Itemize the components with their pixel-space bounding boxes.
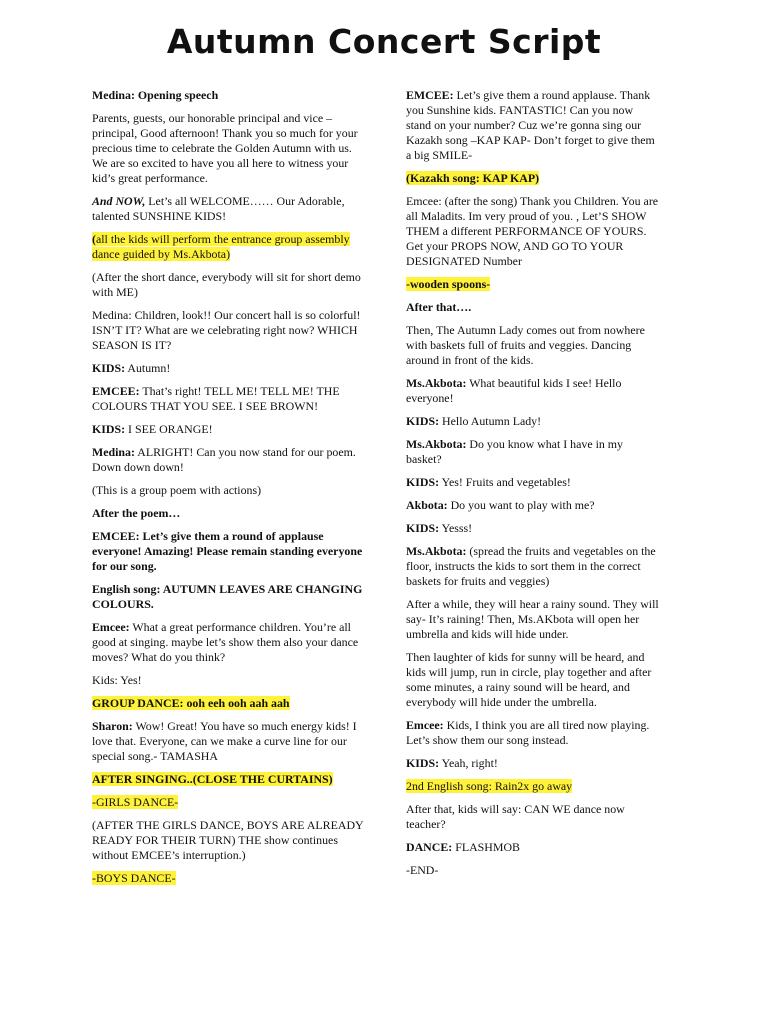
paragraph bbox=[406, 521, 660, 536]
paragraph bbox=[92, 361, 364, 376]
highlighted-heading: -wooden spoons- bbox=[406, 277, 491, 291]
speaker-label: KIDS: bbox=[406, 475, 440, 489]
paragraph bbox=[406, 544, 660, 589]
paragraph-text: (This is a group poem with actions) bbox=[92, 483, 262, 497]
paragraph-text: (After the short dance, everybody will sit for short demo with ME) bbox=[92, 270, 361, 299]
paragraph-text: Then, The Autumn Lady comes out from nowhere with baskets full of fruits and veggies. Dancing around in front of the kids. bbox=[406, 323, 645, 367]
speaker-label: KIDS: bbox=[406, 756, 440, 770]
paragraph-text: Let’s all WELCOME…… Our Adorable, talented SUNSHINE KIDS! bbox=[92, 194, 345, 223]
highlighted-heading: AFTER SINGING..(CLOSE THE CURTAINS) bbox=[92, 772, 333, 786]
paragraph bbox=[92, 696, 364, 711]
paragraph bbox=[92, 795, 364, 810]
paragraph bbox=[406, 779, 660, 794]
paragraph bbox=[406, 414, 660, 429]
paragraph bbox=[406, 802, 660, 832]
paragraph bbox=[406, 475, 660, 490]
highlighted-text: -GIRLS DANCE- bbox=[92, 795, 179, 809]
paragraph bbox=[92, 871, 364, 886]
paragraph-text: Then laughter of kids for sunny will be heard, and kids will jump, run in circle, play together and after some minutes, a rainy sound will be heard, and everybody will hide under the umbrella. bbox=[406, 650, 652, 709]
song-heading: English song: AUTUMN LEAVES ARE CHANGING COLOURS. bbox=[92, 582, 363, 611]
paragraph-text: Autumn! bbox=[125, 361, 171, 375]
speaker-label: Emcee: bbox=[92, 620, 130, 634]
highlighted-heading: (Kazakh song: KAP KAP) bbox=[406, 171, 540, 185]
right-column bbox=[406, 88, 660, 886]
speaker-label: Ms.Akbota: bbox=[406, 376, 467, 390]
bold-line: EMCEE: Let’s give them a round of applause everyone! Amazing! Please remain standing everyone for our song. bbox=[92, 529, 363, 573]
paragraph bbox=[406, 323, 660, 368]
paragraph bbox=[92, 270, 364, 300]
paragraph bbox=[92, 194, 364, 224]
highlighted-text: -BOYS DANCE- bbox=[92, 871, 176, 885]
paragraph-text: Yeah, right! bbox=[439, 756, 498, 770]
paragraph bbox=[92, 719, 364, 764]
speaker-label: EMCEE: bbox=[406, 88, 454, 102]
paragraph-text: That’s right! TELL ME! TELL ME! THE COLOURS THAT YOU SEE. I SEE BROWN! bbox=[92, 384, 340, 413]
paragraph bbox=[92, 445, 364, 475]
speaker-label: KIDS: bbox=[406, 521, 440, 535]
paragraph bbox=[406, 300, 660, 315]
stage-direction-label: ( bbox=[92, 232, 96, 246]
section-heading: After that…. bbox=[406, 300, 472, 314]
speaker-label: Sharon: bbox=[92, 719, 133, 733]
paragraph-text: Let’s give them a round applause. Thank you Sunshine kids. FANTASTIC! Can you now stand on your number? Cuz we’re gonna sing our Kazakh song –KAP KAP- Don’t forget to give them a big SMILE- bbox=[406, 88, 655, 162]
section-heading: After the poem… bbox=[92, 506, 181, 520]
page-title: Autumn Concert Script bbox=[166, 22, 602, 61]
paragraph bbox=[92, 506, 364, 521]
paragraph bbox=[92, 308, 364, 353]
speaker-label: Emcee: bbox=[406, 718, 444, 732]
paragraph bbox=[92, 772, 364, 787]
paragraph bbox=[92, 620, 364, 665]
paragraph bbox=[406, 650, 660, 710]
paragraph bbox=[92, 232, 364, 262]
paragraph-text: Wow! Great! You have so much energy kids! I love that. Everyone, can we make a curve line for our special song.- TAMASHA bbox=[92, 719, 357, 763]
paragraph bbox=[406, 840, 660, 855]
paragraph-text: Yes! Fruits and vegetables! bbox=[439, 475, 571, 489]
paragraph-text: Emcee: (after the song) Thank you Children. You are all Maladits. Im very proud of you. , Let’S SHOW THEM a different PERFORMANCE OF YOURS. Get your PROPS NOW, AND GO TO YOUR DESIGNATED Number bbox=[406, 194, 659, 268]
paragraph-text: After that, kids will say: CAN WE dance now teacher? bbox=[406, 802, 625, 831]
paragraph-text: Hello Autumn Lady! bbox=[439, 414, 542, 428]
paragraph bbox=[406, 756, 660, 771]
paragraph-text: (AFTER THE GIRLS DANCE, BOYS ARE ALREADY READY FOR THEIR TURN) THE show continues without EMCEE’s interruption.) bbox=[92, 818, 364, 862]
speaker-label: DANCE: bbox=[406, 840, 453, 854]
paragraph-text: ALRIGHT! Can you now stand for our poem. Down down down! bbox=[92, 445, 356, 474]
paragraph-text: Medina: Children, look!! Our concert hall is so colorful! ISN’T IT? What are we celebrating right now? WHICH SEASON IS IT? bbox=[92, 308, 361, 352]
paragraph-text: What a great performance children. You’re all good at singing. maybe let’s show them also your dance moves? What do you think? bbox=[92, 620, 359, 664]
speaker-label: Ms.Akbota: bbox=[406, 544, 467, 558]
highlighted-heading: GROUP DANCE: ooh eeh ooh aah aah bbox=[92, 696, 290, 710]
paragraph bbox=[92, 384, 364, 414]
paragraph bbox=[406, 863, 660, 878]
highlighted-text: 2nd English song: Rain2x go away bbox=[406, 779, 573, 793]
speaker-label: KIDS: bbox=[92, 422, 126, 436]
paragraph bbox=[92, 483, 364, 498]
speaker-label: And NOW, bbox=[92, 194, 146, 208]
speaker-label: KIDS: bbox=[406, 414, 440, 428]
paragraph-text: What beautiful kids I see! Hello everyone! bbox=[406, 376, 622, 405]
speaker-label: EMCEE: bbox=[92, 384, 140, 398]
paragraph bbox=[92, 582, 364, 612]
paragraph bbox=[92, 673, 364, 688]
paragraph bbox=[406, 194, 660, 269]
speaker-label: KIDS: bbox=[92, 361, 126, 375]
paragraph-text: I SEE ORANGE! bbox=[125, 422, 213, 436]
speaker-label: Medina: bbox=[92, 445, 135, 459]
paragraph-text: After a while, they will hear a rainy sound. They will say- It’s raining! Then, Ms.AKbota will open her umbrella and kids will hide under. bbox=[406, 597, 659, 641]
paragraph bbox=[406, 376, 660, 406]
end-marker: -END- bbox=[406, 863, 439, 877]
paragraph bbox=[406, 597, 660, 642]
paragraph-text: Do you want to play with me? bbox=[447, 498, 595, 512]
paragraph-text: Kids: Yes! bbox=[92, 673, 142, 687]
paragraph-text: Parents, guests, our honorable principal and vice – principal, Good afternoon! Thank you so much for your precious time to celebrate the Golden Autumn with us. We are so excited to have you all here to witness your kid’s great performance. bbox=[92, 111, 358, 185]
paragraph bbox=[92, 88, 364, 103]
paragraph bbox=[92, 422, 364, 437]
speaker-label: Akbota: bbox=[406, 498, 448, 512]
left-column bbox=[92, 88, 364, 894]
paragraph bbox=[406, 437, 660, 467]
paragraph bbox=[406, 277, 660, 292]
paragraph-text: FLASHMOB bbox=[452, 840, 520, 854]
paragraph bbox=[406, 498, 660, 513]
stage-direction-text: all the kids will perform the entrance group assembly dance guided by Ms.Akbota) bbox=[92, 232, 350, 261]
paragraph bbox=[406, 171, 660, 186]
paragraph bbox=[406, 88, 660, 163]
paragraph-text: Do you know what I have in my basket? bbox=[406, 437, 623, 466]
paragraph-text: Kids, I think you are all tired now playing. Let’s show them our song instead. bbox=[406, 718, 650, 747]
speaker-label: Medina: Opening speech bbox=[92, 88, 219, 102]
paragraph bbox=[92, 111, 364, 186]
paragraph bbox=[92, 818, 364, 863]
speaker-label: Ms.Akbota: bbox=[406, 437, 467, 451]
paragraph-text: (spread the fruits and vegetables on the floor, instructs the kids to sort them in the correct baskets for fruits and veggies) bbox=[406, 544, 656, 588]
paragraph bbox=[92, 529, 364, 574]
paragraph bbox=[406, 718, 660, 748]
paragraph-text: Yesss! bbox=[439, 521, 473, 535]
